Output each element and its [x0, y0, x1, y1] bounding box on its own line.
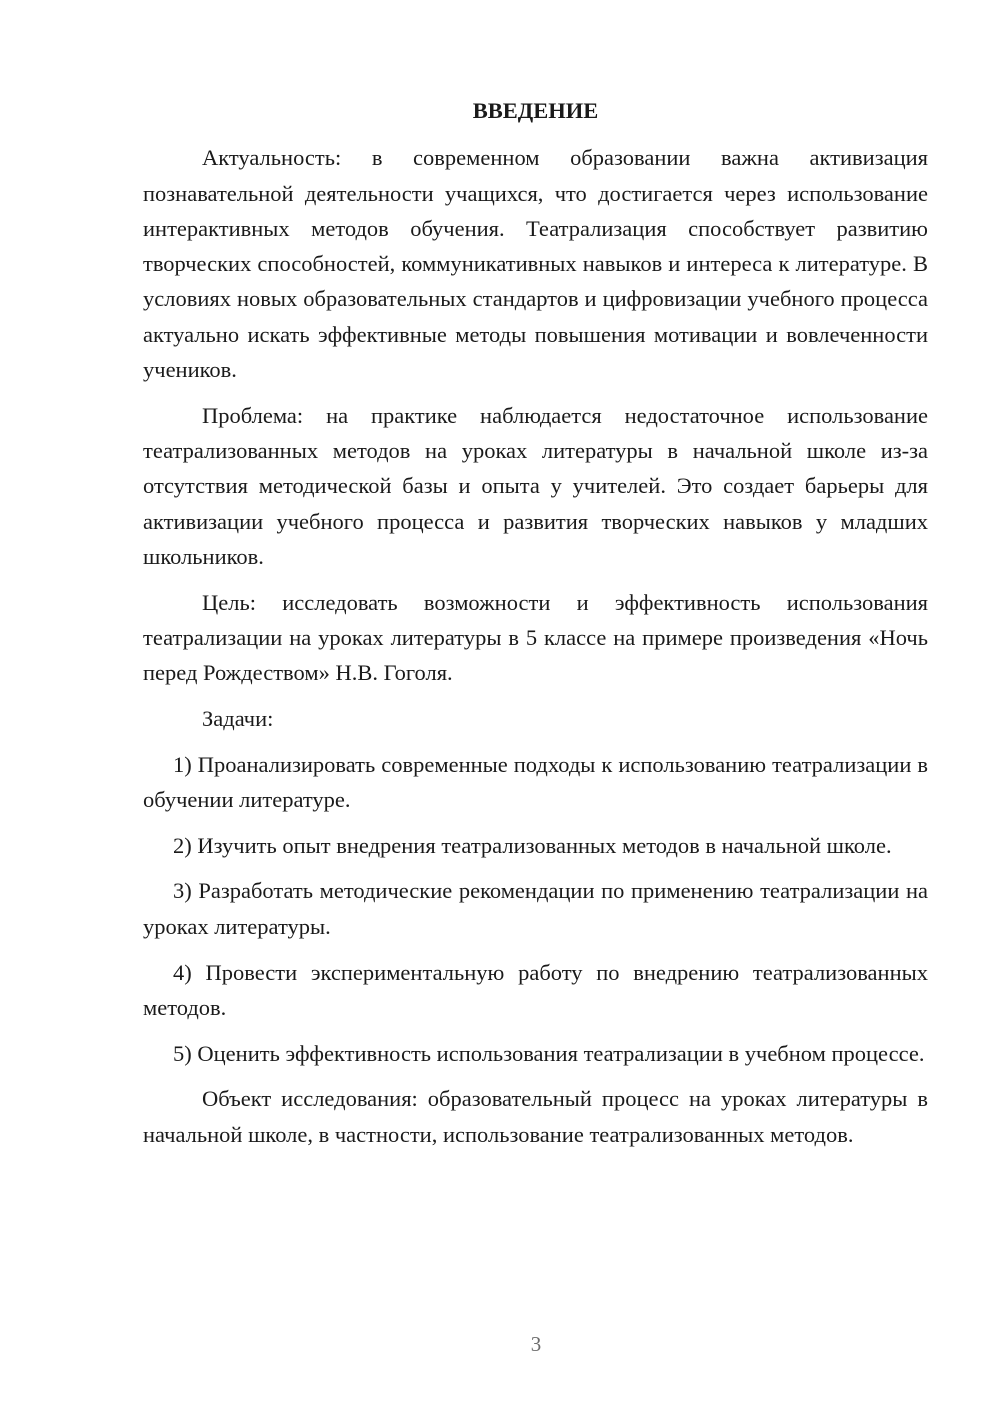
task-number: 2) [173, 832, 192, 858]
task-number: 3) [173, 878, 192, 904]
problem-paragraph: Проблема: на практике наблюдается недостаточное использование театрализованных методов на уроках литературы в начальной школе из-за отсутствия методической базы и опыта у учителей. Это создает барьеры для активизации учебного процесса и развития творческих навыков у младших школьников. [143, 402, 928, 570]
task-text: Изучить опыт внедрения театрализованных методов в начальной школе. [197, 832, 892, 858]
task-item [143, 955, 928, 1026]
task-text: Провести экспериментальную работу по внедрению театрализованных методов. [143, 959, 928, 1020]
page-content [143, 93, 928, 1163]
relevance-paragraph: Актуальность: в современном образовании важна активизация познавательной деятельности учащихся, что достигается через использование интерактивных методов обучения. Театрализация способствует развитию творческих способностей, коммуникативных навыков и интереса к литературе. В условиях новых образовательных стандартов и цифровизации учебного процесса актуально искать эффективные методы повышения мотивации и вовлеченности учеников. [143, 145, 928, 383]
page-number: 3 [530, 1332, 542, 1356]
tasks-heading: Задачи: [202, 706, 274, 732]
page-title: ВВЕДЕНИЕ [472, 98, 599, 123]
task-number: 4) [173, 959, 192, 985]
task-number: 1) [173, 751, 192, 777]
goal-paragraph: Цель: исследовать возможности и эффективность использования театрализации на уроках литературы в 5 классе на примере произведения «Ночь перед Рождеством» Н.В. Гоголя. [143, 589, 928, 686]
object-paragraph: Объект исследования: образовательный процесс на уроках литературы в начальной школе, в частности, использование театрализованных методов. [143, 1086, 928, 1147]
task-item [143, 873, 928, 944]
task-item [143, 828, 928, 863]
task-number: 5) [173, 1040, 192, 1066]
task-text: Проанализировать современные подходы к использованию театрализации в обучении литературе. [143, 751, 929, 812]
task-text: Разработать методические рекомендации по применению театрализации на уроках литературы. [143, 878, 929, 939]
task-text: Оценить эффективность использования театрализации в учебном процессе. [197, 1040, 925, 1066]
task-item [143, 747, 928, 818]
task-item [143, 1036, 928, 1071]
